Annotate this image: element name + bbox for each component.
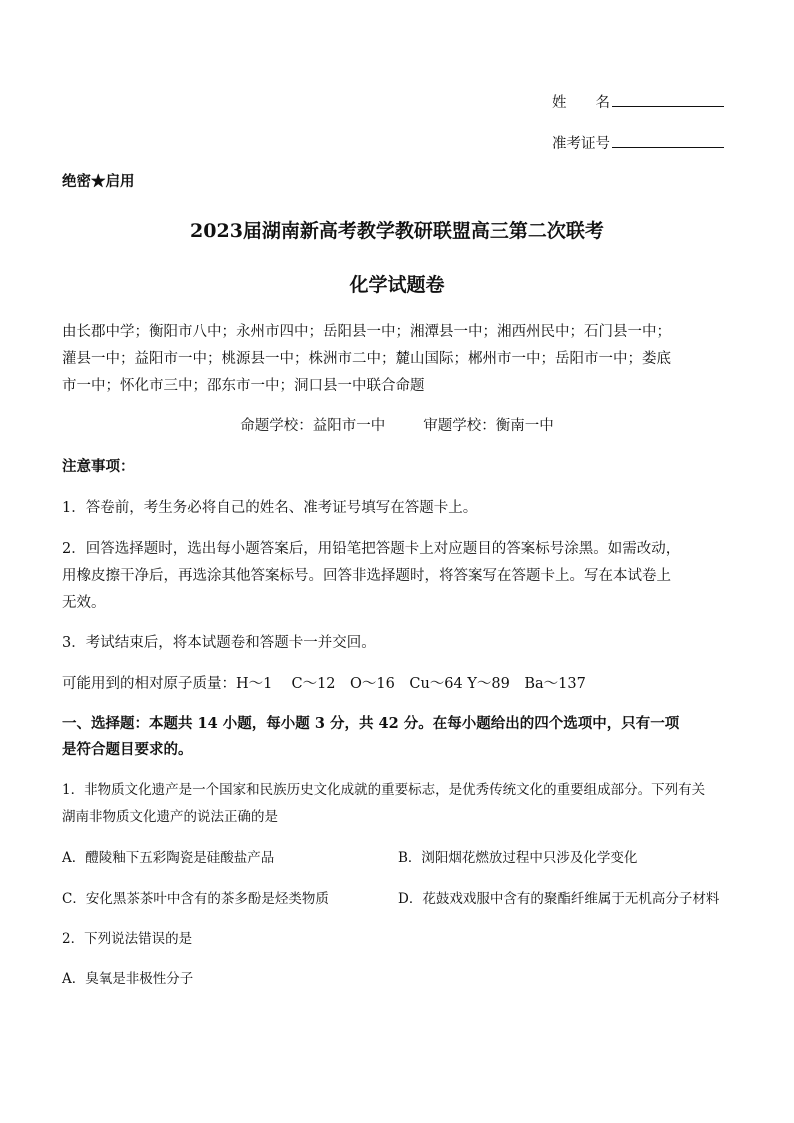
q1-stem-line-2: 湖南非物质文化遗产的说法正确的是 [62,809,278,825]
name-blank[interactable] [612,92,724,107]
schools-line-2: 灌县一中；益阳市一中；桃源县一中；株洲市二中；麓山国际；郴州市一中；岳阳市一中；娄底 [62,351,671,367]
note-2-line-2: 用橡皮擦干净后，再选涂其他答案标号。回答非选择题时，将答案写在答题卡上。写在本试卷上 [62,568,671,584]
confidential-mark: 绝密★启用 [62,173,135,190]
schools-line-1: 由长郡中学；衡阳市八中；永州市四中；岳阳县一中；湘潭县一中；湘西州民中；石门县一中； [62,324,671,340]
q1-option-b: B．浏阳烟花燃放过程中只涉及化学变化 [398,850,638,866]
q2-stem: 2．下列说法错误的是 [62,931,193,947]
exam-title: 2023届湖南新高考教学教研联盟高三第二次联考 [190,220,604,242]
q1-option-d: D．花鼓戏戏服中含有的聚酯纤维属于无机高分子材料 [398,891,720,907]
exam-id-field[interactable] [552,133,724,154]
name-label: 姓 名 [552,95,610,111]
exam-subject: 化学试题卷 [349,274,445,296]
atomic-mass-line: 可能用到的相对原子质量：H～1 C～12 O～16 Cu～64 Y～89 Ba～137 [62,676,586,692]
exam-id-blank[interactable] [612,133,724,148]
schools-line-3: 市一中；怀化市三中；邵东市一中；洞口县一中联合命题 [62,378,425,394]
note-1: 1．答卷前，考生务必将自己的姓名、准考证号填写在答题卡上。 [62,500,478,516]
reviewer-school: 审题学校：衡南一中 [423,418,554,434]
section-1-line-1: 一、选择题：本题共 14 小题，每小题 3 分，共 42 分。在每小题给出的四个选项中，只有一项 [62,715,680,732]
notes-heading: 注意事项： [62,458,135,475]
q1-stem-line-1: 1．非物质文化遗产是一个国家和民族历史文化成就的重要标志，是优秀传统文化的重要组成部分。下列有关 [62,782,706,798]
q1-option-c: C．安化黑茶茶叶中含有的茶多酚是烃类物质 [62,891,329,907]
note-2-line-3: 无效。 [62,595,106,611]
section-1-line-2: 是符合题目要求的。 [62,741,193,758]
note-2-line-1: 2．回答选择题时，选出每小题答案后，用铅笔把答题卡上对应题目的答案标号涂黑。如需改动， [62,541,681,557]
note-3: 3．考试结束后，将本试题卷和答题卡一并交回。 [62,635,376,651]
setter-school: 命题学校：益阳市一中 [240,418,386,434]
setters-line [0,416,794,436]
name-field[interactable] [552,92,724,113]
exam-id-label: 准考证号 [552,136,610,152]
q1-option-a: A．醴陵釉下五彩陶瓷是硅酸盐产品 [62,850,275,866]
q2-option-a: A．臭氧是非极性分子 [62,971,194,987]
